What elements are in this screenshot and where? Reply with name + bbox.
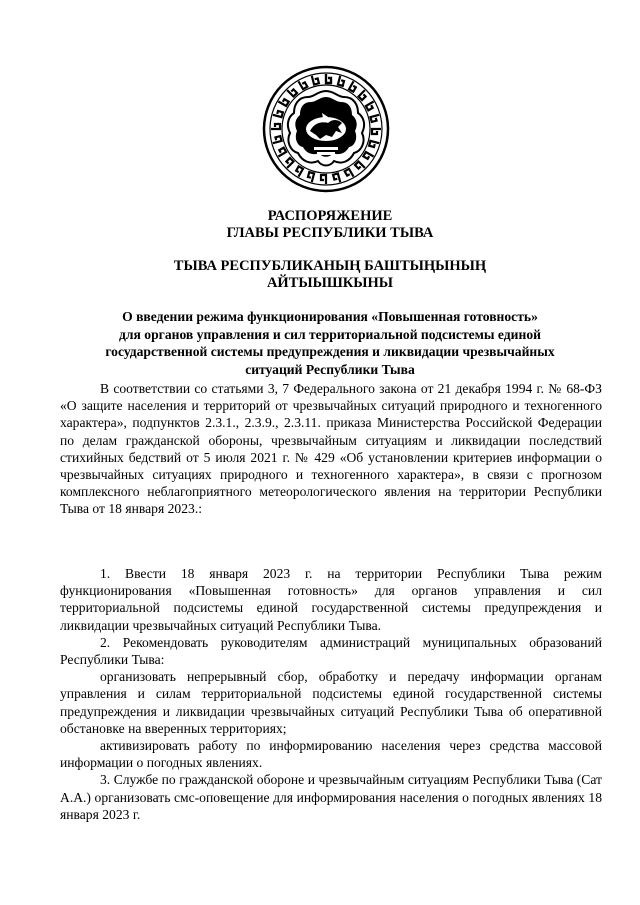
subject-line3: государственной системы предупреждения и ликвидации чрезвычайных xyxy=(105,344,555,359)
subject-line2: для органов управления и сил территориальной подсистемы единой xyxy=(119,326,541,342)
document-subject xyxy=(60,308,600,378)
item-2-a: организовать непрерывный сбор, обработку и передачу информации органам управления и силам территориальной подсистемы единой государственной системы предупреждения и ликвидации чрезвычайных ситуаций Республики Тыва об оперативной обстановке на вверенных территориях; xyxy=(60,669,602,736)
tuva-coat-of-arms-emblem xyxy=(262,65,390,193)
doc-type-tyv-line2: АЙТЫЫШКЫНЫ xyxy=(266,275,394,291)
item-1: 1. Ввести 18 января 2023 г. на территории Республики Тыва режим функционирования «Повышенная готовность» для органов управления и сил территориальной подсистемы единой государственной системы предупреждения и ликвидации чрезвычайных ситуаций Республики Тыва. xyxy=(60,566,602,633)
item-3: 3. Службе по гражданской обороне и чрезвычайным ситуациям Республики Тыва (Сат А.А.) организовать смс-оповещение для информирования населения о погодных явлениях 18 января 2023 г. xyxy=(60,772,602,822)
subject-line1: О введении режима функционирования «Повышенная готовность» xyxy=(122,309,538,324)
doc-type-ru-line2: ГЛАВЫ РЕСПУБЛИКИ ТЫВА xyxy=(226,225,434,241)
item-2-b: активизировать работу по информированию населения через средства массовой информации о погодных явлениях. xyxy=(60,738,602,771)
decree-items xyxy=(60,565,602,823)
item-2: 2. Рекомендовать руководителям администраций муниципальных образований Республики Тыва: xyxy=(60,634,602,668)
doc-type-ru xyxy=(60,208,600,242)
subject-line4: ситуаций Республики Тыва xyxy=(245,361,415,377)
preamble-paragraph: В соответствии со статьями 3, 7 Федерального закона от 21 декабря 1994 г. № 68-ФЗ «О защите населения и территорий от чрезвычайных ситуаций природного и техногенного характера», подпунктов 2.3.1., 2.3.9., 2.3.11. приказа Министерства Российской Федерации по делам гражданской обороны, чрезвычайным ситуациям и ликвидации последствий стихийных бедствий от 5 июля 2021 г. № 429 «Об установлении критериев информации о чрезвычайных ситуациях природного и техногенного характера», в связи с прогнозом комплексного неблагоприятного метеорологического явления на территории Республики Тыва от 18 января 2023.: xyxy=(60,381,602,517)
preamble xyxy=(60,380,602,518)
doc-type-ru-line1: РАСПОРЯЖЕНИЕ xyxy=(267,208,393,224)
doc-type-tyv xyxy=(60,258,600,292)
doc-type-tyv-line1: ТЫВА РЕСПУБЛИКАНЫҢ БАШТЫҢЫНЫҢ xyxy=(173,258,487,274)
